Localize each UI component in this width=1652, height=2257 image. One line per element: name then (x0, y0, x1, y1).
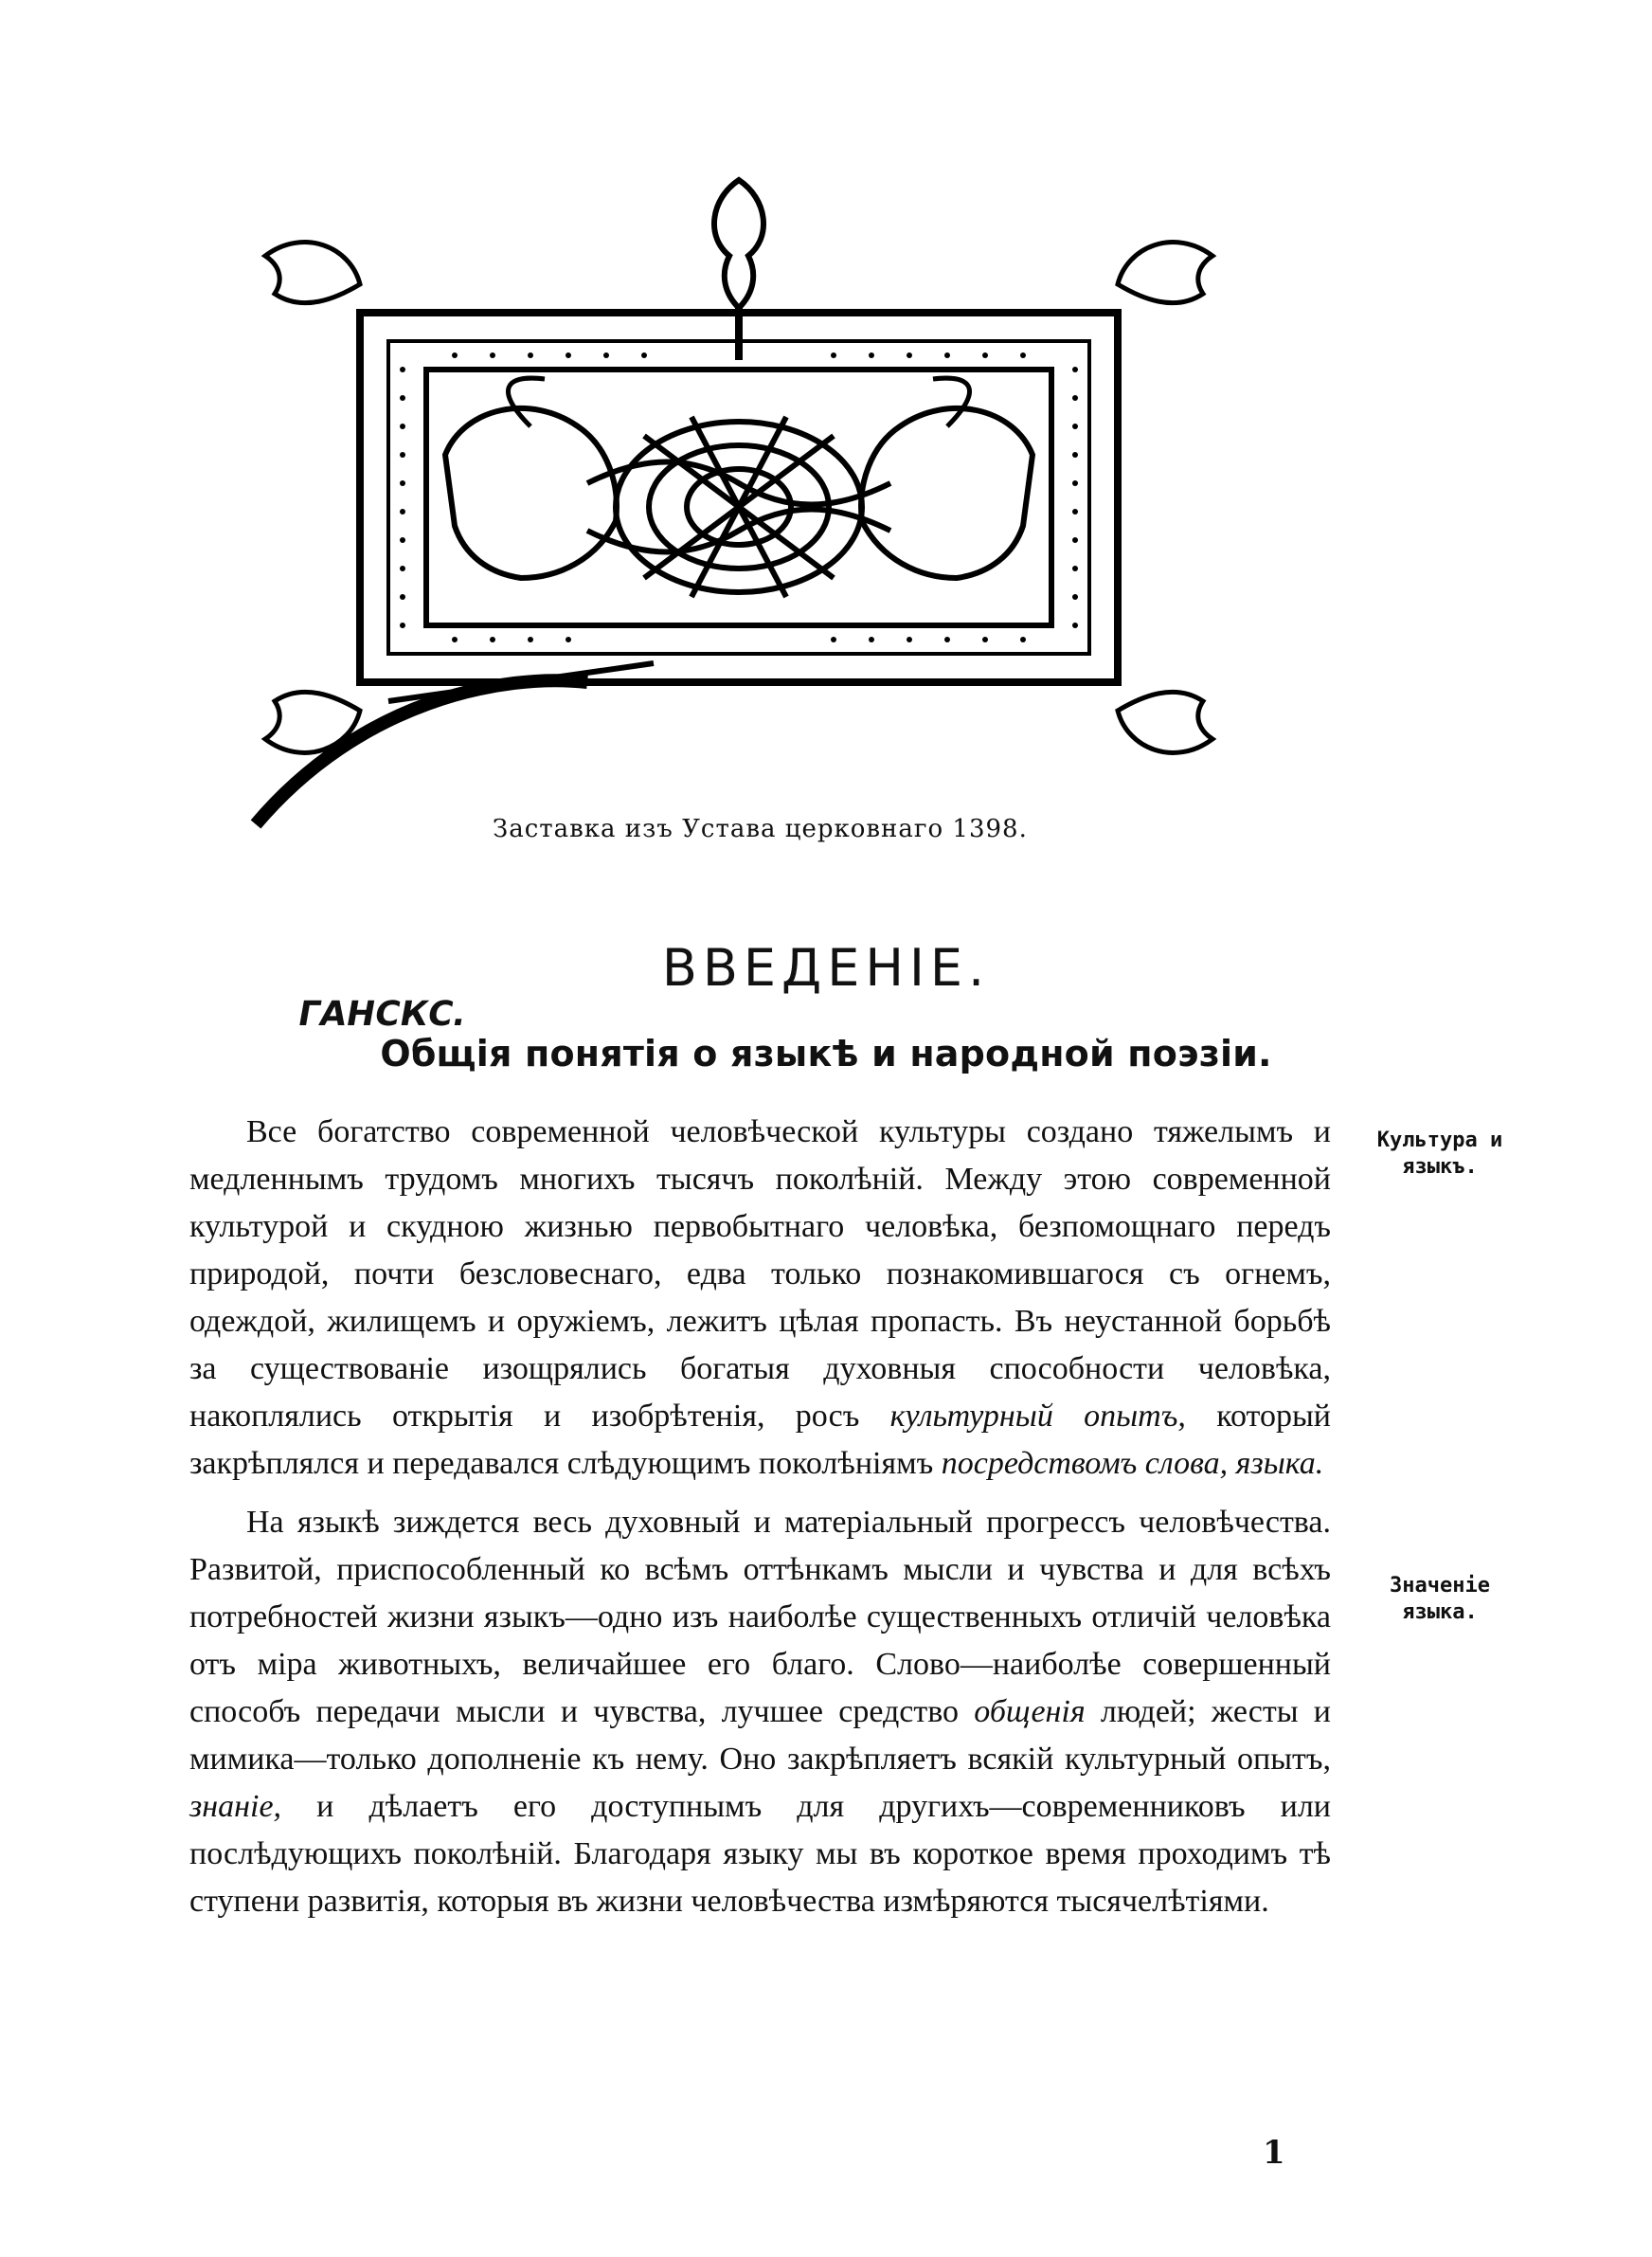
paragraph-2-em-2: знаніе, (189, 1789, 282, 1824)
paragraph-2-text-3: и дѣлаетъ его доступнымъ для другихъ—современниковъ или послѣдующихъ поколѣній. Благодаря языку мы въ короткое время проходимъ тѣ ступени развитія, которыя въ жизни человѣчества измѣряются тысячелѣтіями. (189, 1789, 1331, 1919)
paragraph-1 (189, 1109, 1331, 1488)
paragraph-1-em-2: посредствомъ слова, языка. (941, 1446, 1324, 1481)
left-beast (445, 408, 617, 578)
margin-note-2-line-1: Значеніе (1390, 1574, 1490, 1598)
library-stamp-fragment: ГАНСКС. (295, 995, 470, 1034)
paragraph-2-text-1: На языкѣ зиждется весь духовный и матеріальный прогрессъ человѣчества. Развитой, приспособленный ко всѣмъ оттѣнкамъ мысли и чувства и для всѣхъ потребностей жизни языкъ—одно изъ наиболѣе существенныхъ отличій человѣка отъ міра животныхъ, величайшее его благо. Слово—наиболѣе совершенный способъ передачи мысли и чувства, лучшее средство (189, 1505, 1331, 1729)
margin-note-culture-language (1345, 1128, 1535, 1181)
margin-note-1-line-2: языкъ. (1402, 1155, 1478, 1179)
paragraph-2-em-1: общенія (974, 1694, 1086, 1729)
paragraph-1-text-2: который закрѣплялся и передавался слѣдующимъ поколѣніямъ (189, 1399, 1331, 1481)
ornament-caption: Заставка изъ Устава церковнаго 1398. (493, 815, 1028, 843)
main-text (189, 1109, 1331, 1937)
margin-note-language-significance (1345, 1573, 1535, 1626)
right-beast (861, 408, 1032, 578)
margin-note-2-line-2: языка. (1402, 1600, 1478, 1624)
chapter-title: ВВЕДЕНІЕ. (661, 938, 991, 998)
ornament-illustration (246, 171, 1231, 834)
chapter-subtitle: Общія понятія о языкѣ и народной поэзіи. (380, 1033, 1272, 1074)
top-fleuron (714, 180, 763, 308)
paragraph-2-text-2: людей; жесты и мимика—только дополненіе къ нему. Оно закрѣпляетъ всякій культурный опытъ, (189, 1694, 1331, 1777)
ornament-headpiece (246, 171, 1231, 834)
frame-dots (400, 352, 1078, 642)
corner-fleuron-top-right (1118, 243, 1212, 303)
margin-note-1-line-1: Культура и (1376, 1128, 1503, 1152)
page-number: 1 (1263, 2134, 1285, 2172)
corner-fleuron-bottom-right (1118, 692, 1212, 752)
inner-frame (388, 341, 1089, 654)
paragraph-2 (189, 1499, 1331, 1925)
paragraph-1-text-1: Все богатство современной человѣческой культуры создано тяжелымъ и медленнымъ трудомъ многихъ тысячъ поколѣній. Между этою современной культурой и скудною жизнью первобытнаго человѣка, безпомощнаго передъ природой, почти безсловеснаго, едва только познакомившагося съ огнемъ, одеждой, жилищемъ и оружіемъ, лежитъ цѣлая пропасть. Въ неустанной борьбѣ за существованіе изощрялись богатыя духовныя способности человѣка, накоплялись открытія и изобрѣтенія, росъ (189, 1114, 1331, 1434)
corner-fleuron-top-left (265, 243, 360, 303)
paragraph-1-em-1: культурный опытъ, (889, 1399, 1186, 1434)
interlace-knot (587, 417, 890, 597)
